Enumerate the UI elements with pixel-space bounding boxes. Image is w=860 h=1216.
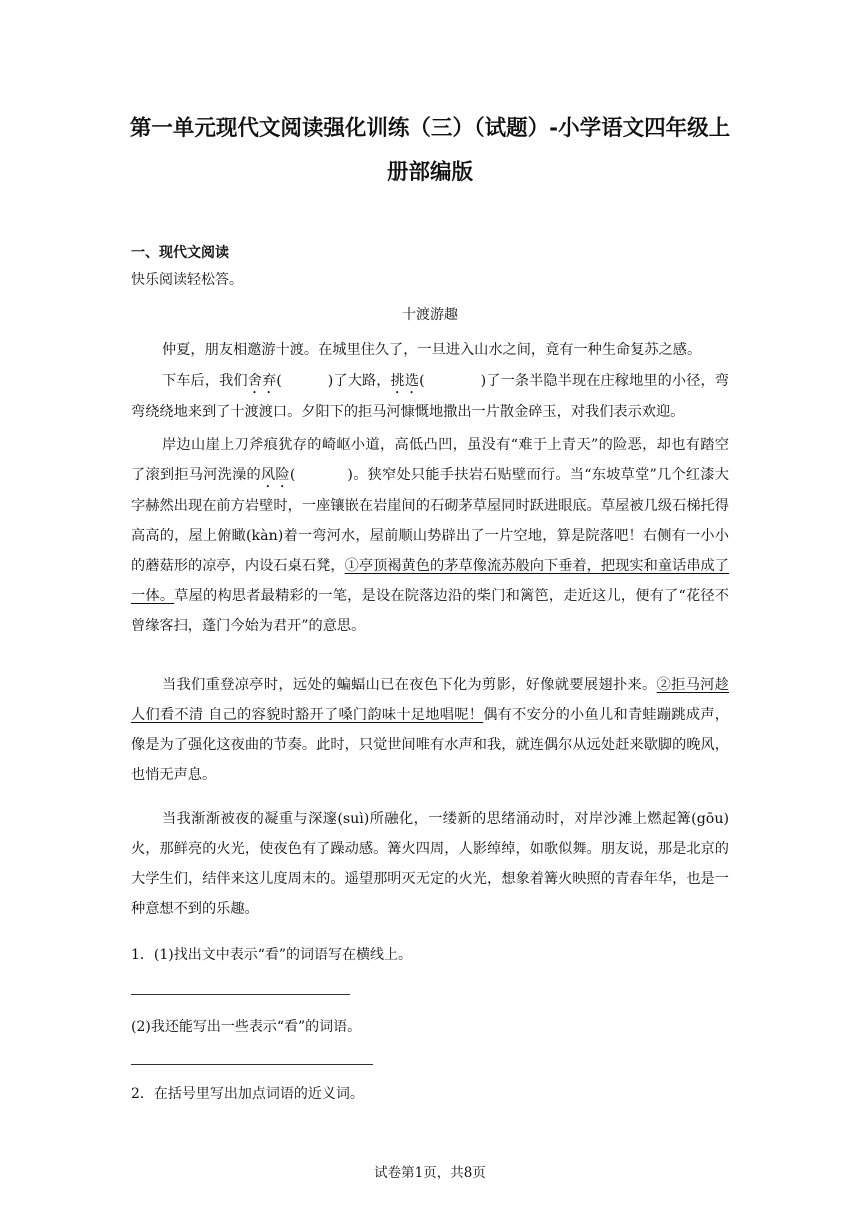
underlined-sentence-2: ②拒马河趁人们看不清 自己的容貌时豁开了嗓门韵味十足地唱呢！ xyxy=(131,677,729,723)
paragraph-text: )了大路， xyxy=(327,373,391,389)
passage-paragraph-4 xyxy=(131,670,729,790)
answer-line-2[interactable] xyxy=(131,1064,373,1065)
passage-paragraph-2 xyxy=(131,366,729,427)
paragraph-text: 当我们重登凉亭时，远处的蝙蝠山已在夜色下化为剪影，好像就要展翅扑来。 xyxy=(162,677,657,693)
passage-paragraph-5: 当我渐渐被夜的凝重与深邃(suì)所融化，一缕新的思绪涌动时，对岸沙滩上燃起篝(gōu)火，那鲜亮的火光，使夜色有了躁动感。篝火四周，人影绰绰，如歌似舞。朋友说，那是北京的大学生们，结伴来这儿度周末的。遥望那明灭无定的火光，想象着篝火映照的青春年华，也是一种意想不到的乐趣。 xyxy=(131,811,729,917)
underlined-sentence-1: ①亭顶褐黄色的茅草像流苏般向下垂着，把现实和童话串成了一体。 xyxy=(131,558,729,604)
passage-paragraph-1: 仲夏，朋友相邀游十渡。在城里住久了，一旦进入山水之间，竟有一种生命复苏之感。 xyxy=(162,342,702,358)
bracket-open: ( xyxy=(276,373,282,389)
question-1-part-2: (2)我还能写出一些表示“看”的词语。 xyxy=(131,1019,362,1035)
passage-title: 十渡游趣 xyxy=(402,307,458,323)
page-footer: 试卷第1页，共8页 xyxy=(374,1165,486,1181)
paragraph-text: 草屋的构思者最精彩的一笔，是设在院落边沿的柴门和篱笆，走近这儿，便有了“花径不曾缘客扫，蓬门今始为君开”的意思。 xyxy=(131,588,729,634)
dotted-word-fengxian: 风险 xyxy=(260,467,290,483)
paragraph-text: )了一条半隐半现在庄稼地里的小径，弯弯绕绕地来到了十渡渡口。夕阳下的拒马河慷慨地撒出一片散金碎玉，对我们表示欢迎。 xyxy=(131,373,729,420)
document-title-line-2: 册部编版 xyxy=(386,160,473,185)
paragraph-text: 偶有不安分的小鱼儿和青蛙蹦跳成声，像是为了强化这夜曲的节奏。此时，只觉世间唯有水声和我，就连偶尔从远处赶来歇脚的晚风，也悄无声息。 xyxy=(131,707,729,783)
paragraph-text: 岸边山崖上刀斧痕犹存的崎岖小道，高低凸凹，虽没有“难于上青天”的险恶，却也有踏空了滚到拒马河洗澡的 xyxy=(131,437,729,483)
passage-paragraph-3 xyxy=(131,430,729,641)
document-title-line-1: 第一单元现代文阅读强化训练（三）（试题）-小学语文四年级上 xyxy=(129,116,731,141)
dotted-word-tiaoxuan: 挑选 xyxy=(390,373,420,389)
bracket-open: ( xyxy=(289,467,296,483)
question-1-part-1: 1．(1)找出文中表示“看”的词语写在横线上。 xyxy=(131,947,413,963)
question-2: 2．在括号里写出加点词语的近义词。 xyxy=(131,1086,364,1102)
paragraph-text: 下车后，我们 xyxy=(162,373,248,389)
dotted-word-sheqi: 舍弃 xyxy=(247,373,277,389)
section-heading: 一、现代文阅读 xyxy=(131,245,229,261)
instruction-text: 快乐阅读轻松答。 xyxy=(131,272,243,288)
answer-line-1[interactable] xyxy=(131,994,350,995)
bracket-open: ( xyxy=(419,373,425,389)
paragraph-text: )。狭窄处只能手扶岩石贴壁而行。当“东坡草堂”几个红漆大字赫然出现在前方岩壁时，一座镶嵌在岩崖间的石砌茅草屋同时跃进眼底。草屋被几级石梯托得高高的，屋上俯瞰(kàn)着一弯河水，屋前顺山势辟出了一片空地，算是院落吧！右侧有一小小的蘑菇形的凉亭，内设石桌石凳， xyxy=(131,467,729,574)
